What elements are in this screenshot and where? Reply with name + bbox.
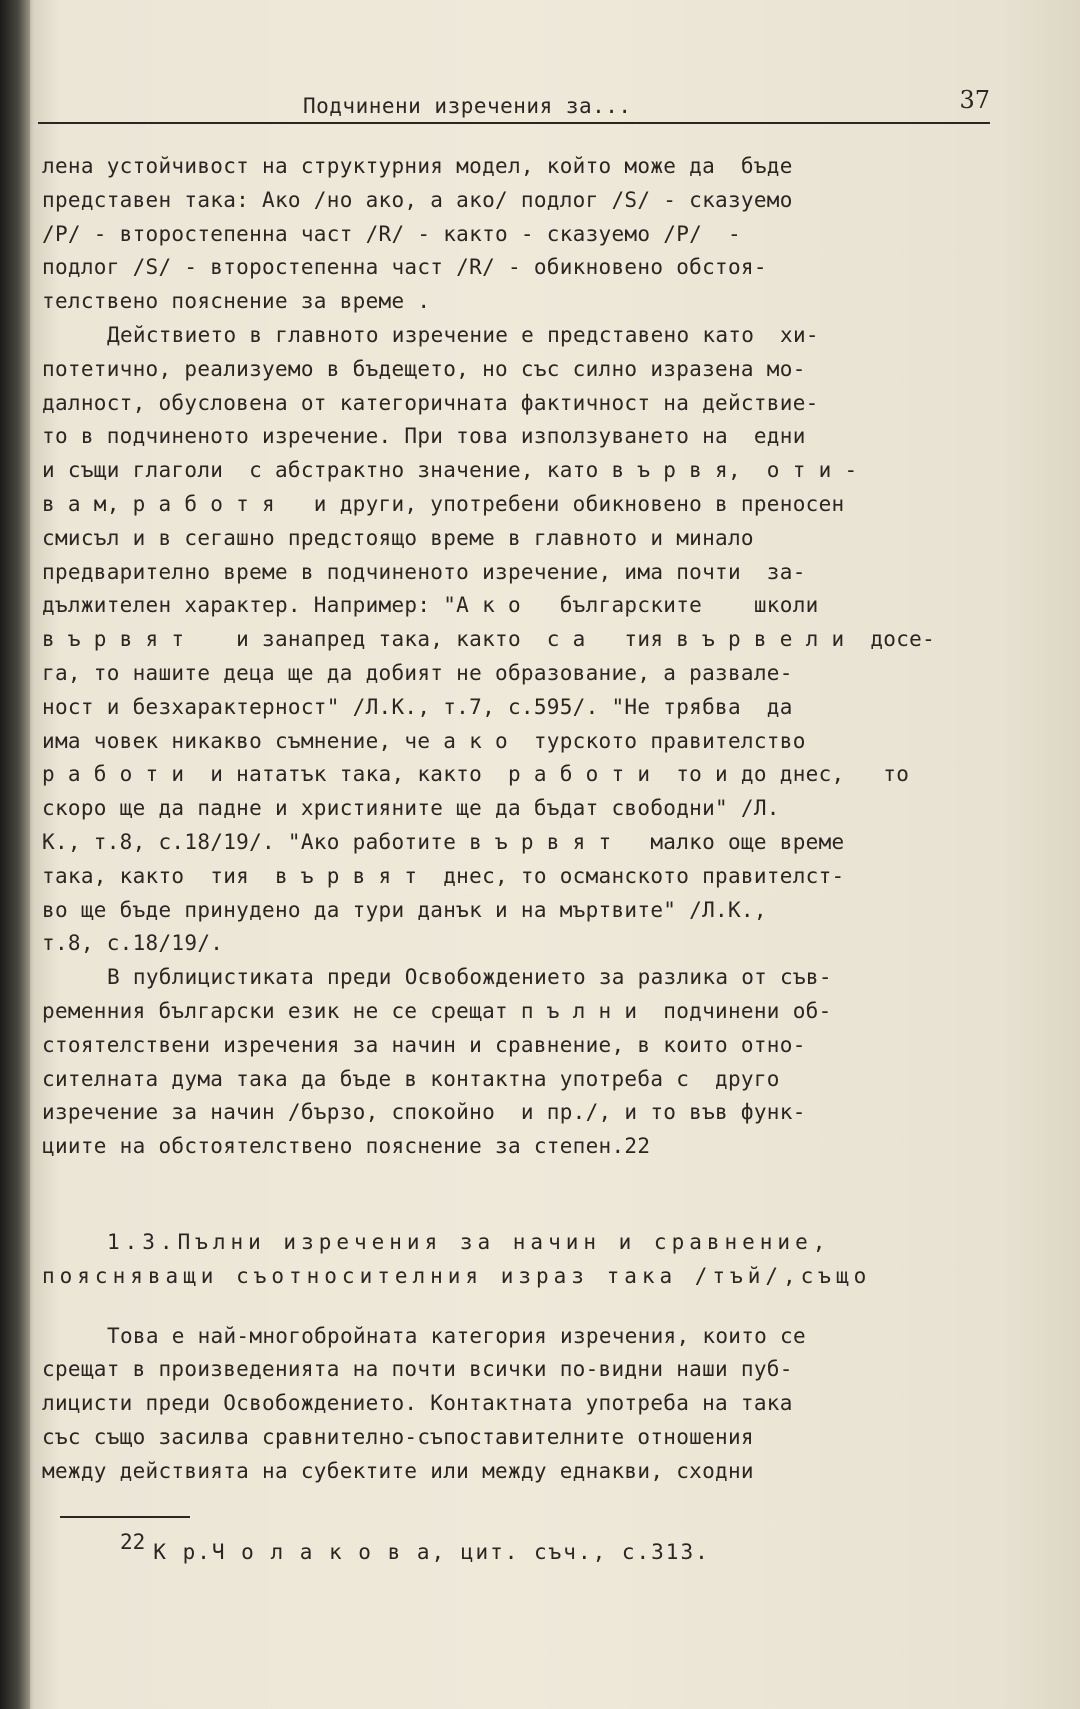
section-heading-continued: поясняващи съотносителния израз така /тъй/,също <box>42 1263 872 1288</box>
text-line: телствено пояснение за време . <box>42 289 431 314</box>
footnote <box>120 1530 710 1564</box>
text-line: между действията на субектите или между еднакви, сходни <box>42 1458 754 1483</box>
running-header-title: Подчинени изречения за... <box>303 94 632 118</box>
text-line: ност и безхарактерност" /Л.К., т.7, с.595/. "Не трябва да <box>42 694 793 719</box>
text-line: Действието в главното изречение е представено като хи- <box>107 322 819 347</box>
text-line: га, то нашите деца ще да добият не образование, а развале- <box>42 660 793 685</box>
text-line: далност, обусловена от категоричната фактичност на действие- <box>42 390 819 415</box>
text-line: т.8, с.18/19/. <box>42 931 224 956</box>
text-line: така, както тия в ъ р в я т днес, то османското правителст- <box>42 863 845 888</box>
text-line: /P/ - второстепенна част /R/ - както - сказуемо /P/ - <box>42 221 741 246</box>
text-line: дължителен характер. Например: "А к о българските школи <box>42 593 819 618</box>
page-number: 37 <box>959 86 990 114</box>
text-line: със също засилва сравнително-съпоставителните отношения <box>42 1424 754 1449</box>
text-line: представен така: Ако /но ако, а ако/ подлог /S/ - сказуемо <box>42 187 793 212</box>
footnote-text: К р.Ч о л а к о в а, цит. съч., с.313. <box>153 1540 710 1564</box>
text-line: то в подчиненото изречение. При това използуването на едни <box>42 424 806 449</box>
text-line: К., т.8, с.18/19/. "Ако работите в ъ р в я т малко още време <box>42 829 845 854</box>
text-line: срещат в произведенията на почти всички по-видни наши пуб- <box>42 1357 793 1382</box>
text-line: Това е най-многобройната категория изречения, които се <box>107 1323 806 1348</box>
text-line: циите на обстоятелствено пояснение за степен.22 <box>42 1134 651 1159</box>
text-line: потетично, реализуемо в бъдещето, но със силно изразена мо- <box>42 356 806 381</box>
header-rule <box>38 122 990 124</box>
text-line: лена устойчивост на структурния модел, който може да бъде <box>42 154 793 178</box>
text-line: в ъ р в я т и занапред така, както с а тия в ъ р в е л и досе- <box>42 627 936 652</box>
text-line: изречение за начин /бързо, спокойно и пр./, и то във функ- <box>42 1100 806 1125</box>
text-line: подлог /S/ - второстепенна част /R/ - обикновено обстоя- <box>42 255 767 280</box>
text-line: и същи глаголи с абстрактно значение, като в ъ р в я, о т и - <box>42 458 858 483</box>
text-line: сителната дума така да бъде в контактна употреба с друго <box>42 1066 780 1091</box>
text-line: стоятелствени изречения за начин и сравнение, в които отно- <box>42 1032 806 1057</box>
heading-gap <box>42 1294 972 1320</box>
text-line: р а б о т и и нататък така, както р а б о т и то и до днес, то <box>42 762 910 787</box>
text-line: смисъл и в сегашно предстоящо време в главното и минало <box>42 525 754 550</box>
book-spine-shadow <box>0 0 30 1709</box>
text-line: в а м, р а б о т я и други, употребени обикновено в преносен <box>42 491 845 516</box>
text-line: лицисти преди Освобождението. Контактната употреба на така <box>42 1391 793 1416</box>
text-line: во ще бъде принудено да тури данък и на мъртвите" /Л.К., <box>42 897 767 922</box>
body-text <box>42 150 972 1488</box>
running-header <box>38 86 990 126</box>
text-line: В публицистиката преди Освобождението за разлика от съв- <box>107 965 832 990</box>
footnote-rule <box>60 1516 190 1518</box>
text-line: ременния български език не се срещат п ъ л н и подчинени об- <box>42 998 832 1023</box>
section-heading: 1.3.Пълни изречения за начин и сравнение, <box>107 1229 831 1254</box>
text-line: има човек никакво съмнение, че а к о турското правителство <box>42 728 806 753</box>
text-line: предварително време в подчиненото изречение, има почти за- <box>42 559 806 584</box>
section-gap <box>42 1164 972 1226</box>
footnote-number: 22 <box>120 1530 146 1554</box>
text-line: скоро ще да падне и християните ще да бъдат свободни" /Л. <box>42 796 780 821</box>
